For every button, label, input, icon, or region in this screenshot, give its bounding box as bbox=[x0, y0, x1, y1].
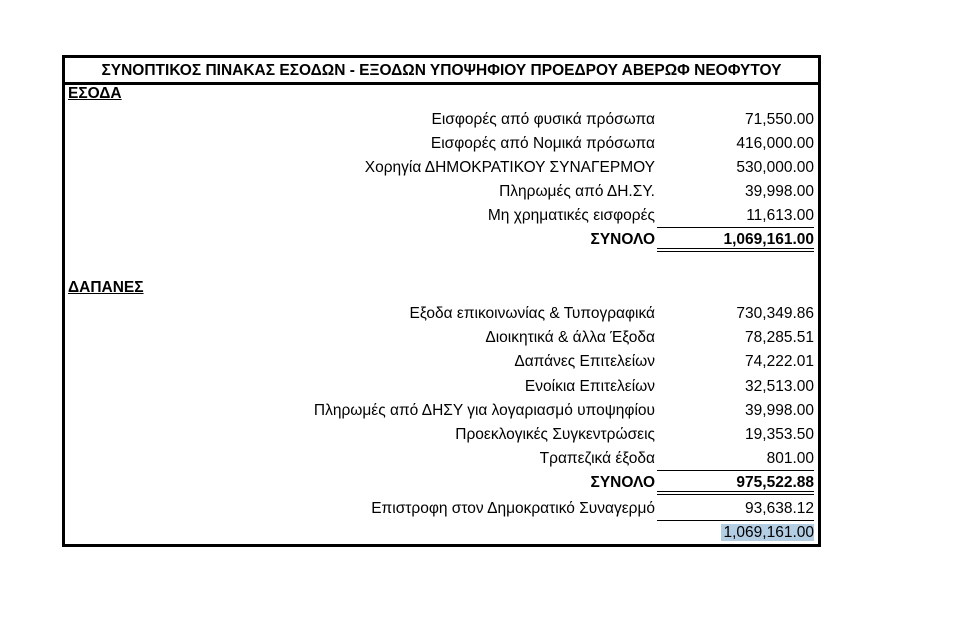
income-row bbox=[65, 204, 818, 228]
expense-row-label: Πληρωμές από ΔΗΣΥ για λογαριασμό υποψηφίου bbox=[313, 402, 655, 419]
income-row-label: Εισφορές από Νομικά πρόσωπα bbox=[430, 135, 655, 152]
refund-label: Επιστροφη στον Δημοκρατικό Συναγερμό bbox=[371, 500, 655, 517]
expense-row-label: Εξοδα επικοινωνίας & Τυπογραφικά bbox=[409, 305, 655, 322]
income-row bbox=[65, 180, 818, 204]
income-heading: ΕΣΟΔΑ bbox=[68, 85, 122, 102]
expense-row bbox=[65, 326, 818, 350]
expense-row-amount: 730,349.86 bbox=[736, 305, 814, 322]
expense-row bbox=[65, 350, 818, 374]
expenses-heading: ΔΑΠΑΝΕΣ bbox=[68, 279, 144, 296]
income-row-amount: 71,550.00 bbox=[745, 111, 814, 128]
grand-total-cell bbox=[657, 521, 814, 545]
expense-row-label: Δαπάνες Επιτελείων bbox=[514, 353, 655, 370]
income-total-row bbox=[65, 228, 818, 252]
income-row-label: Χορηγία ΔΗΜΟΚΡΑΤΙΚΟΥ ΣΥΝΑΓΕΡΜΟΥ bbox=[364, 159, 655, 176]
expense-row-label: Διοικητικά & άλλα Έξοδα bbox=[485, 329, 655, 346]
income-total-label: ΣΥΝΟΛΟ bbox=[590, 231, 655, 248]
expenses-total-label: ΣΥΝΟΛΟ bbox=[590, 474, 655, 491]
income-row-label: Μη χρηματικές εισφορές bbox=[487, 207, 655, 224]
income-row-label: Εισφορές από φυσικά πρόσωπα bbox=[431, 111, 655, 128]
grand-total-row bbox=[65, 521, 818, 545]
refund-amount: 93,638.12 bbox=[657, 497, 814, 521]
income-row bbox=[65, 132, 818, 156]
expense-row-amount: 32,513.00 bbox=[745, 378, 814, 395]
expenses-total-row bbox=[65, 471, 818, 495]
income-row-amount: 11,613.00 bbox=[657, 204, 814, 228]
expense-row-amount: 78,285.51 bbox=[745, 329, 814, 346]
table-title: ΣΥΝΟΠΤΙΚΟΣ ΠΙΝΑΚΑΣ ΕΣΟΔΩΝ - ΕΞΟΔΩΝ ΥΠΟΨΗΦΙΟΥ ΠΡΟΕΔΡΟΥ ΑΒΕΡΩΦ ΝΕΟΦΥΤΟΥ bbox=[65, 58, 818, 85]
expense-row-label: Ενοίκια Επιτελείων bbox=[524, 378, 655, 395]
expense-row-amount: 801.00 bbox=[657, 447, 814, 471]
refund-row bbox=[65, 497, 818, 521]
expense-row-amount: 19,353.50 bbox=[745, 426, 814, 443]
expense-row bbox=[65, 447, 818, 471]
expense-row-label: Προεκλογικές Συγκεντρώσεις bbox=[455, 426, 655, 443]
income-row-amount: 416,000.00 bbox=[736, 135, 814, 152]
expense-row bbox=[65, 399, 818, 423]
income-total-amount: 1,069,161.00 bbox=[657, 228, 814, 252]
income-row bbox=[65, 108, 818, 132]
expense-row-amount: 39,998.00 bbox=[745, 402, 814, 419]
expenses-total-amount: 975,522.88 bbox=[657, 471, 814, 495]
income-row-amount: 39,998.00 bbox=[745, 183, 814, 200]
income-row-label: Πληρωμές από ΔΗ.ΣΥ. bbox=[499, 183, 655, 200]
income-row bbox=[65, 156, 818, 180]
expense-row bbox=[65, 302, 818, 326]
income-row-amount: 530,000.00 bbox=[736, 159, 814, 176]
financial-summary-table bbox=[62, 55, 821, 547]
expense-row bbox=[65, 423, 818, 447]
expense-row bbox=[65, 375, 818, 399]
expense-row-label: Τραπεζικά έξοδα bbox=[539, 450, 655, 467]
expense-row-amount: 74,222.01 bbox=[745, 353, 814, 370]
grand-total-amount: 1,069,161.00 bbox=[723, 524, 814, 541]
